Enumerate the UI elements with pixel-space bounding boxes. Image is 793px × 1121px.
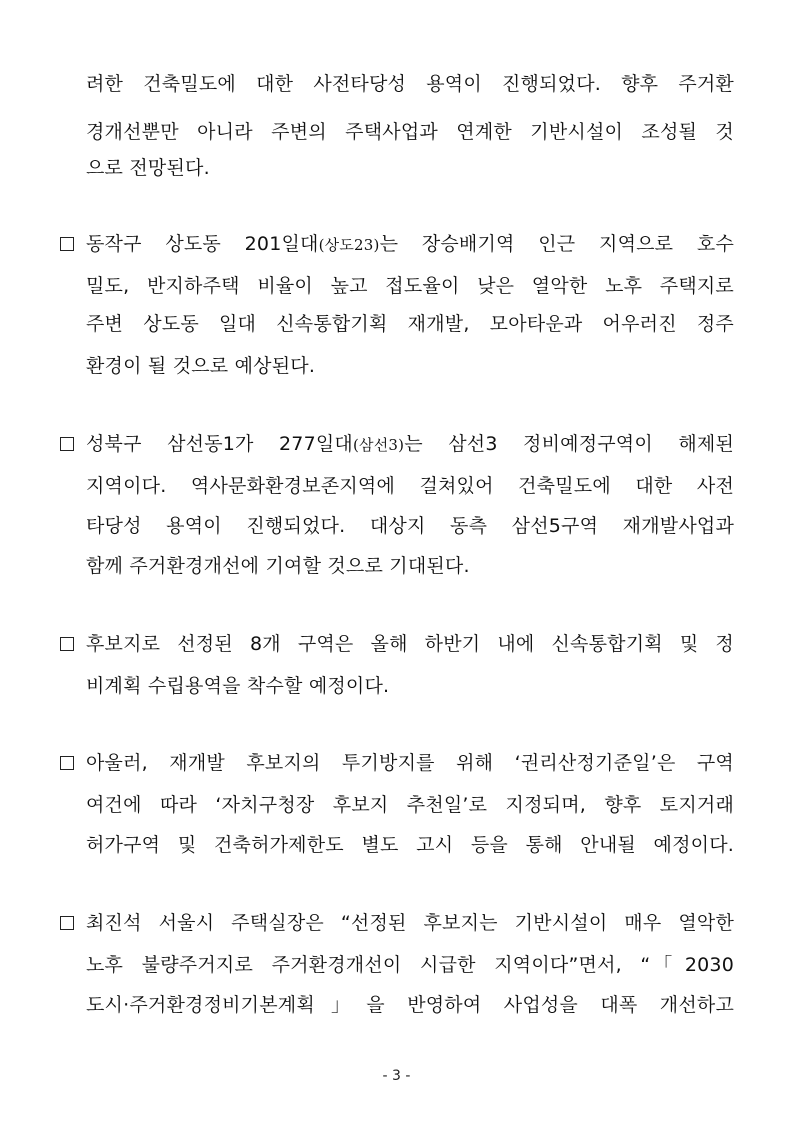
paragraph-line: 도시·주거환경정비기본계획」을 반영하여 사업성을 대폭 개선하고 <box>86 994 734 1016</box>
paragraph-line: 으로 전망된다. <box>86 157 210 179</box>
checkbox-bullet-icon <box>60 756 74 770</box>
page-number: - 3 - <box>382 1068 411 1084</box>
paragraph-line: 지역이다. 역사문화환경보존지역에 걸쳐있어 건축밀도에 대한 사전 <box>86 475 734 497</box>
paragraph-line <box>86 232 734 257</box>
area-tag: (상도23) <box>318 236 380 254</box>
paragraph-line: 타당성 용역이 진행되었다. 대상지 동측 삼선5구역 재개발사업과 <box>86 515 734 537</box>
area-description: 는 삼선3 정비예정구역이 해제된 <box>404 433 734 455</box>
paragraph-line: 아울러, 재개발 후보지의 투기방지를 위해 ‘권리산정기준일’은 구역 <box>86 752 734 774</box>
paragraph-line: 최진석 서울시 주택실장은 “선정된 후보지는 기반시설이 매우 열악한 <box>86 912 734 934</box>
paragraph-line: 밀도, 반지하주택 비율이 높고 접도율이 낮은 열악한 노후 주택지로 <box>86 275 734 297</box>
area-description: 는 장승배기역 인근 지역으로 호수 <box>379 233 735 255</box>
checkbox-bullet-icon <box>60 237 74 251</box>
paragraph-line: 허가구역 및 건축허가제한도 별도 고시 등을 통해 안내될 예정이다. <box>86 834 734 856</box>
area-name: 동작구 상도동 201일대 <box>86 233 319 255</box>
paragraph-line: 경개선뿐만 아니라 주변의 주택사업과 연계한 기반시설이 조성될 것 <box>86 121 734 143</box>
area-name: 성북구 삼선동1가 277일대 <box>86 433 353 455</box>
paragraph-line: 려한 건축밀도에 대한 사전타당성 용역이 진행되었다. 향후 주거환 <box>86 73 734 95</box>
paragraph-line: 노후 불량주거지로 주거환경개선이 시급한 지역이다”면서, “「2030 <box>86 954 734 976</box>
paragraph-line: 비계획 수립용역을 착수할 예정이다. <box>86 675 390 697</box>
paragraph-line: 여건에 따라 ‘자치구청장 후보지 추천일’로 지정되며, 향후 토지거래 <box>86 794 734 816</box>
checkbox-bullet-icon <box>60 637 74 651</box>
checkbox-bullet-icon <box>60 916 74 930</box>
paragraph-line <box>86 432 734 457</box>
paragraph-line: 환경이 될 것으로 예상된다. <box>86 355 316 377</box>
area-tag: (삼선3) <box>353 436 405 454</box>
checkbox-bullet-icon <box>60 437 74 451</box>
paragraph-line: 함께 주거환경개선에 기여할 것으로 기대된다. <box>86 555 470 577</box>
paragraph-line: 주변 상도동 일대 신속통합기획 재개발, 모아타운과 어우러진 정주 <box>86 313 734 335</box>
paragraph-line: 후보지로 선정된 8개 구역은 올해 하반기 내에 신속통합기획 및 정 <box>86 633 734 655</box>
